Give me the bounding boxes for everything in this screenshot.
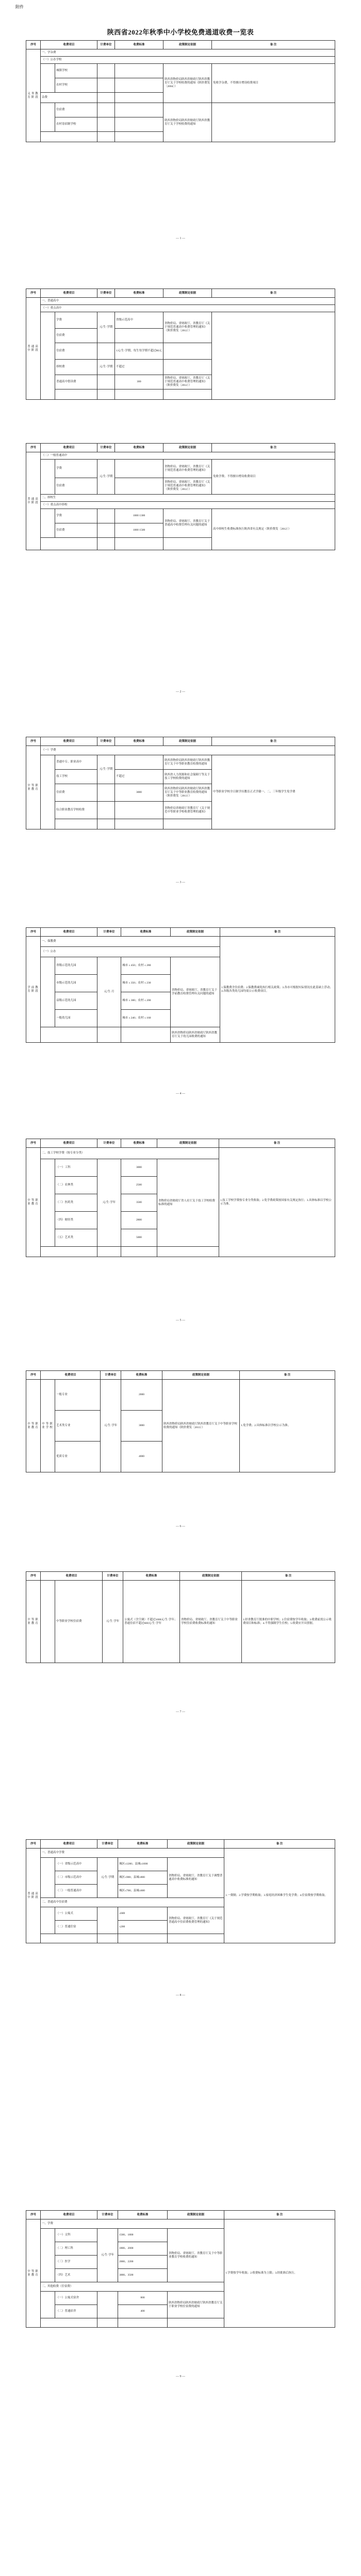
header-std: 收费标准 — [118, 2211, 168, 2219]
row-label: （一）公办学校 — [41, 57, 335, 64]
std-value: 3000 — [115, 784, 163, 802]
unit-text: 元/生·学年 — [101, 1380, 121, 1472]
basis-text: 省物价局、省财政厅、省教育厅《关于规范普通高中收费管理的通知》（陕价费发〔2012〕） — [163, 375, 212, 389]
row-label: （二）理工科 — [55, 2242, 97, 2256]
unit-text: 元/生·学年 — [97, 2229, 118, 2282]
fee-table — [26, 737, 335, 829]
row-label: 住宿费 — [55, 784, 97, 802]
header-item: 收费项目 — [41, 1371, 101, 1380]
row-label: （四）艺术 — [55, 2269, 97, 2282]
basis-text: 陕西省物价局陕西省财政厅陕西省教育厅关于中等职业教育收费的通知（陕价费发〔2013〕） — [163, 784, 212, 802]
note-text: 1.免学费；2.具体标准以学校公示为准。 — [240, 1380, 335, 1472]
std-text: 1000 1500 — [115, 523, 163, 538]
header-basis: 政策制定依据 — [168, 1840, 224, 1849]
std-text: 城区≤700；县城≤600 — [118, 1885, 168, 1898]
fee-table — [26, 2210, 335, 2328]
basis-text: 陕西省人力资源和社会保障厅等关于技工学校收费的通知 — [163, 770, 212, 784]
row-label: 一、普通高中 — [41, 298, 335, 305]
fee-sheet-2 — [26, 289, 335, 400]
header-basis: 政策制定依据 — [163, 737, 212, 746]
header-seq: 序号 — [26, 41, 41, 49]
unit-text: 元/生·学期 — [97, 312, 115, 343]
basis-text: 省物价局、省财政厅、省教育厅关于调整普通高中收费标准的通知 — [168, 1858, 224, 1898]
header-item: 收费项目 — [41, 1840, 97, 1849]
unit-text: 元/生·学年 — [97, 1159, 121, 1247]
row-label: （四）财经类 — [55, 1212, 97, 1229]
row-label: 学费 — [55, 312, 97, 329]
header-std: 收费标准 — [118, 1840, 168, 1849]
header-item: 收费项目 — [41, 444, 97, 452]
header-basis: 政策制定依据 — [162, 1371, 240, 1380]
row-label: 学费 — [55, 460, 97, 478]
header-unit: 计费单位 — [97, 289, 115, 298]
row-label: 市级示范幼儿园 — [55, 975, 97, 992]
fee-sheet-3 — [26, 443, 335, 550]
section-label: 中等职业教育 — [26, 1148, 41, 1257]
header-std: 收费标准 — [121, 1139, 157, 1148]
note-text: 免收学杂费，不得擅自增设收费项目 — [212, 64, 335, 103]
row-label: （一）公寓式 — [55, 1907, 97, 1921]
fee-table — [26, 1139, 335, 1257]
section-label: 普通高中阶段 — [26, 1849, 41, 1943]
note-text: 1.保教费含住宿费；2.保教费减免执行相关政策；3.各市可根据实际情况在此基础上浮动；4.各级各类幼儿园均需公示收费项目。 — [220, 937, 335, 1043]
row-label: 艺术类专业 — [55, 1411, 101, 1442]
fee-sheet-9 — [26, 1839, 335, 1943]
row-label: （一）重点高中 — [41, 305, 335, 312]
row-label: （三）医药类 — [55, 1194, 97, 1212]
row-label: （二）农林类 — [55, 1177, 97, 1194]
std-value: 2500 — [121, 1177, 157, 1194]
header-item: 收费项目 — [41, 1139, 97, 1148]
note-text: 1.一费制；2.学费按学期收取；3.家庭经济困难学生免学费；4.住宿费按学期收取。 — [224, 1849, 335, 1943]
header-unit: 计费单位 — [97, 928, 121, 937]
header-seq: 序号 — [26, 928, 41, 937]
section-label: 学前教育阶段 — [26, 937, 41, 1043]
row-label: 中等职业学校 — [41, 1380, 55, 1472]
header-seq: 序号 — [26, 1139, 41, 1148]
row-label: （一）公寓式宿舍 — [55, 2292, 97, 2305]
header-note: 备 注 — [224, 2211, 335, 2219]
basis-text: 省物价局、省财政厅、省教育厅《关于规范普通高中收费管理的通知》 — [163, 460, 212, 478]
fee-sheet-8 — [26, 1571, 335, 1663]
header-basis: 政策制定依据 — [157, 1139, 219, 1148]
header-unit: 计费单位 — [97, 41, 115, 49]
basis-text: 省物价局省财政厅省教育厅《关于规范中等职业学校收费管理的通知》 — [163, 802, 212, 819]
header-basis: 政策制定依据 — [171, 928, 220, 937]
section-label: 中等职业教育 — [26, 2219, 41, 2328]
section-label: 义务教育阶段 — [26, 49, 41, 142]
page-number: — 1 — — [176, 237, 185, 240]
header-note: 备 注 — [212, 41, 335, 49]
basis-text: 省物价局、省财政厅、省教育厅关于学前教育收费管理有关问题的通知 — [171, 957, 220, 1027]
header-basis: 政策制定依据 — [180, 1572, 242, 1581]
row-label: 综合职业教育学校收费 — [55, 802, 97, 819]
header-basis: 政策制定依据 — [168, 2211, 224, 2219]
page-number: — 7 — — [176, 1710, 185, 1714]
header-item: 收费项目 — [41, 41, 97, 49]
page-number: — 5 — — [176, 1319, 185, 1322]
header-seq: 序号 — [26, 1840, 41, 1849]
std-value: 5000 — [121, 1229, 157, 1247]
row-label: 一、保教费 — [41, 937, 220, 947]
row-label: 城镇学校 — [55, 64, 97, 78]
header-std: 收费标准 — [115, 444, 163, 452]
fee-sheet-5 — [26, 927, 335, 1043]
basis-text: 省物价局、省财政厅、省教育厅《关于规范普通高中收费管理的通知》（陕价费发〔2012〕） — [163, 478, 212, 495]
header-seq: 序号 — [26, 444, 41, 452]
header-seq: 序号 — [26, 2211, 41, 2219]
fee-table — [26, 289, 335, 400]
std-text: 1500、1800 — [118, 2229, 168, 2242]
row-label: （一）文科 — [55, 2229, 97, 2242]
note-text: 免收学费、不得擅自增设收费项目 — [212, 460, 335, 495]
header-std: 收费标准 — [121, 928, 171, 937]
unit-text: 元/生·学期 — [97, 360, 115, 375]
header-note: 备 注 — [219, 1139, 335, 1148]
header-item: 收费项目 — [41, 289, 97, 298]
header-note: 备 注 — [220, 928, 335, 937]
basis-text: 陕西省物价局陕西省财政厅陕西省教育厅关于学校收费的通知（陕价费发〔2004〕） — [163, 64, 212, 103]
row-label: 普通中专、职业高中 — [55, 755, 97, 770]
row-label: 住宿费 — [55, 329, 97, 343]
std-text: 省级示范高中 — [115, 312, 163, 329]
header-basis: 政策制定依据 — [163, 444, 212, 452]
header-std: 收费标准 — [115, 737, 163, 746]
section-label: 中等职业教育 — [26, 1581, 41, 1663]
std-text: ≤200 — [118, 1921, 168, 1934]
std-text: 不超过 — [115, 360, 163, 375]
row-label: 一、学杂费 — [41, 49, 335, 57]
note-text: 1.经省教育厅批准的中职学校；2.住宿费按学年收取；3.收费前需公示收费项目和标准；4.不得强制学生住校；5.收费应开具票据。 — [242, 1581, 335, 1663]
row-label: 住宿费 — [55, 343, 97, 360]
row-label: （一）重点高中择校 — [41, 502, 335, 509]
basis-text: 陕西省物价局陕西省财政厅陕西省教育厅关于职业学校住宿费的通知 — [168, 2292, 224, 2318]
row-label: （二）市级示范高中 — [55, 1871, 97, 1885]
basis-text: 陕西省物价局陕西省财政厅陕西省教育厅关于中等职业教育收费的通知 — [163, 755, 212, 770]
row-label: 优质专业 — [55, 1442, 101, 1472]
std-text: 城市 ≤ 450；农村 ≤ 280 — [121, 957, 171, 975]
row-label: （一）学费 — [41, 746, 335, 755]
std-text: 公寓式（含空调）不超过1000元/生·学年；普通住宿不超过600元/生·学年 — [123, 1581, 180, 1663]
row-label: 一般幼儿园 — [55, 1010, 97, 1027]
basis-text: 省物价局省财政厅省人社厅关于技工学校收费标准的通知 — [157, 1159, 219, 1247]
header-item: 收费项目 — [41, 928, 97, 937]
std-text: ≤600 — [118, 1907, 168, 1921]
page-number: — 6 — — [176, 1525, 185, 1528]
basis-text: 陕西省物价局陕西省财政厅陕西省教育厅关于学校收费的通知 — [163, 103, 212, 142]
section-label: 中等职业教育 — [26, 746, 41, 829]
header-unit: 计费单位 — [101, 1371, 121, 1380]
basis-text: 陕西省物价局陕西省财政厅陕西省教育厅关于幼儿园收费的通知 — [171, 1027, 220, 1043]
basis-text: 省物价局、省财政厅、省教育厅《关于规范普通高中收费管理的通知》（陕价费发〔2012〕） — [163, 312, 212, 343]
unit-text: 元/生·学期 — [97, 460, 115, 495]
header-std: 收费标准 — [115, 41, 163, 49]
std-text: 1800、2000 — [118, 2242, 168, 2256]
note-text: 1.技工学校学费按专业分类收取；2.免学费政策按国家有关规定执行；3.具体标准以学校公示为准。 — [219, 1148, 335, 1257]
page-number: — 4 — — [176, 1092, 185, 1095]
row-label: （三）一般普通高中 — [55, 1885, 97, 1898]
header-note: 备 注 — [242, 1572, 335, 1581]
std-text: 800 — [118, 2292, 168, 2305]
std-text: 1000 1300 — [115, 509, 163, 523]
header-basis: 政策制定依据 — [163, 289, 212, 298]
row-label: （一）公办 — [41, 947, 220, 957]
row-label: 二、择校生 — [41, 495, 335, 502]
basis-text: 陕西省物价局陕西省财政厅陕西省教育厅关于中等职业学校收费的通知（陕价费发〔2013〕） — [162, 1380, 240, 1472]
header-note: 备 注 — [212, 737, 335, 746]
section-label: 普通高中阶段 — [26, 298, 41, 400]
unit-text: 元/生·学期 — [97, 1858, 118, 1898]
unit-text: 元/生·学年 — [103, 1581, 123, 1663]
basis-text: 省物价局、省财政厅、省教育厅关于中等职业学校住宿费收费标准的通知 — [180, 1581, 242, 1663]
page-number: — 9 — — [176, 2375, 185, 2378]
header-note: 备 注 — [212, 289, 335, 298]
row-label: 农村学校 — [55, 78, 97, 93]
std-value: 4000 — [121, 1442, 162, 1472]
row-label: （五）艺术类 — [55, 1229, 97, 1247]
row-label: 择校费 — [55, 360, 97, 375]
unit-text: 元/生·月 — [97, 957, 121, 1027]
std-text: 城市 ≤ 350；农村 ≤ 230 — [121, 975, 171, 992]
header-note: 备 注 — [240, 1371, 335, 1380]
note-text: 1.学费按学年收取；2.收费标准为上限；3.经批准后执行。 — [224, 2219, 335, 2328]
header-basis: 政策制定依据 — [163, 41, 212, 49]
std-value: 3000 — [121, 1159, 157, 1177]
row-label: 杂费 — [41, 93, 97, 103]
fee-table — [26, 40, 335, 142]
basis-text: 省物价局、省财政厅、省教育厅关于中等职业教育学校收费的通知 — [168, 2229, 224, 2282]
row-label: （二）普通住宿 — [55, 1921, 97, 1934]
header-seq: 序号 — [26, 737, 41, 746]
fee-table — [26, 1571, 335, 1663]
basis-text: 省物价局、省财政厅、省教育厅《关于规范普通高中住宿费收费管理的通知》 — [168, 1907, 224, 1934]
std-text: 400 — [118, 2305, 168, 2318]
std-text: 3000、3500 — [118, 2269, 168, 2282]
document-title: 陕西省2022年秋季中小学校免费通道收费一览表 — [107, 28, 254, 36]
note-text: 高中择校生收费标准执行陕西省有关规定（陕价费发〔2012〕） — [212, 509, 335, 550]
note-text: 中等职业学校全日制学历教育正式学籍一、二、三年级学生免学费 — [212, 755, 335, 829]
header-note: 备 注 — [224, 1840, 335, 1849]
header-seq: 序号 — [26, 1371, 41, 1380]
header-note: 备 注 — [212, 444, 335, 452]
header-std: 收费标准 — [115, 289, 163, 298]
std-text: 城区≤900；县城≤800 — [118, 1871, 168, 1885]
section-label: 普通高中阶段 — [26, 452, 41, 550]
header-unit: 计费单位 — [103, 1572, 123, 1581]
section-label: 中等职业教育 — [26, 1380, 41, 1472]
row-label: 住宿费 — [55, 478, 97, 495]
row-label: 住宿费 — [55, 523, 97, 538]
row-label: 二、其他收费（住宿费） — [41, 2282, 224, 2292]
header-seq: 序号 — [26, 1572, 41, 1581]
header-item: 收费项目 — [41, 2211, 97, 2219]
row-label: 技工学校 — [55, 770, 97, 784]
fee-table — [26, 443, 335, 550]
std-text: 不超过 — [115, 770, 163, 784]
page-number: — 2 — — [176, 690, 185, 693]
header-unit: 计费单位 — [97, 444, 115, 452]
row-label: 省级示范幼儿园 — [55, 957, 97, 975]
row-label: 中等职业学校住宿费 — [55, 1581, 103, 1663]
std-value: 3000 — [121, 1411, 162, 1442]
fee-sheet-10 — [26, 2210, 335, 2328]
header-unit: 计费单位 — [97, 2211, 118, 2219]
basis-text: 省物价局、省财政厅、省教育厅关于普通高中收费管理有关问题的通知 — [163, 509, 212, 538]
row-label: 住宿费 — [55, 103, 97, 117]
fee-sheet-7 — [26, 1370, 335, 1472]
std-value: 3500 — [121, 1194, 157, 1212]
header-unit: 计费单位 — [97, 1139, 121, 1148]
std-text: 城区≤1200；县城≤1000 — [118, 1858, 168, 1871]
std-value: 300 — [115, 375, 163, 389]
fee-sheet-1 — [26, 40, 335, 142]
std-text: 2000、2200 — [118, 2256, 168, 2269]
row-label: （二）普通宿舍 — [55, 2305, 97, 2318]
row-label: 二、技工学校学费（按专业分类） — [41, 1148, 219, 1159]
page-number: — 3 — — [176, 881, 185, 884]
row-label: （一）省级示范高中 — [55, 1858, 97, 1871]
header-std: 收费标准 — [121, 1371, 162, 1380]
std-text: 城市 ≤ 300；农村 ≤ 200 — [121, 992, 171, 1010]
page-number: — 8 — — [176, 1994, 185, 1997]
header-item: 收费项目 — [41, 737, 97, 746]
row-label: 一、学费 — [41, 2219, 224, 2229]
header-unit: 计费单位 — [97, 1840, 118, 1849]
std-text: 城市 ≤ 240；农村 ≤ 160 — [121, 1010, 171, 1027]
header-item: 收费项目 — [41, 1572, 103, 1581]
row-label: （三）医学 — [55, 2256, 97, 2269]
row-label: 农村寄宿制学校 — [55, 117, 97, 132]
fee-sheet-6 — [26, 1139, 335, 1257]
std-text: 1元/生·学期、每生每学期不超过80元 — [115, 343, 163, 360]
row-label: 学费 — [55, 509, 97, 523]
std-value: 2800 — [121, 1212, 157, 1229]
row-label: （二）一般普通高中 — [41, 452, 335, 460]
fee-sheet-4 — [26, 737, 335, 829]
row-label: 一、普通高中学费 — [41, 1849, 224, 1858]
unit-text: 元/生·学期 — [97, 755, 115, 784]
header-unit: 计费单位 — [97, 737, 115, 746]
row-label: 普通高中借读费 — [55, 375, 97, 389]
row-label: 县级示范幼儿园 — [55, 992, 97, 1010]
std-value: 2000 — [121, 1380, 162, 1411]
fee-table — [26, 927, 335, 1043]
header-seq: 序号 — [26, 289, 41, 298]
fee-table — [26, 1370, 335, 1472]
row-label: 二、普通高中住宿费 — [41, 1898, 224, 1907]
row-label: （一）工科 — [55, 1159, 97, 1177]
row-label: 一般专业 — [55, 1380, 101, 1411]
header-std: 收费标准 — [123, 1572, 180, 1581]
fee-table — [26, 1839, 335, 1943]
annex-label: 附件 — [15, 5, 24, 9]
